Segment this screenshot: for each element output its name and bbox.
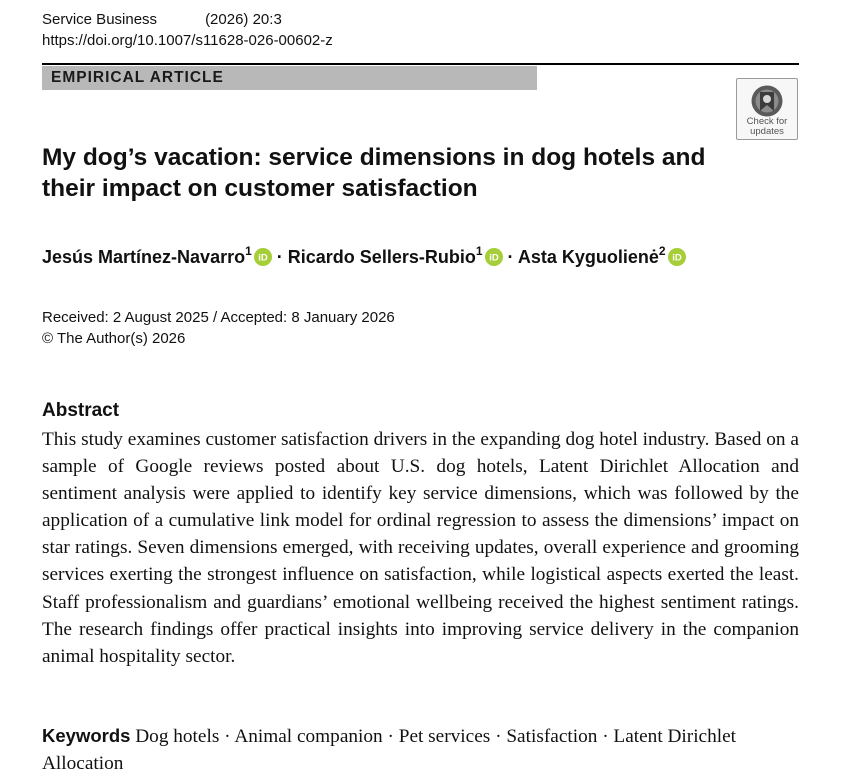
check-for-updates-label: Check for updates	[746, 116, 788, 137]
journal-citation	[42, 10, 282, 30]
author-separator: ·	[271, 247, 288, 267]
orcid-icon[interactable]	[668, 248, 686, 266]
svg-text:iD: iD	[488, 252, 499, 264]
author-name[interactable]: Ricardo Sellers-Rubio	[287, 247, 476, 267]
author-name[interactable]: Asta Kyguolienė	[517, 247, 659, 267]
check-for-updates-button[interactable]	[736, 78, 798, 140]
keywords-list: Dog hotels · Animal companion · Pet services · Satisfaction · Latent Dirichlet Allocation	[42, 726, 737, 775]
orcid-icon[interactable]	[485, 248, 503, 266]
doi-link[interactable]: https://doi.org/10.1007/s11628-026-00602-z	[42, 32, 333, 49]
header-rule	[42, 63, 799, 65]
article-type: EMPIRICAL ARTICLE	[51, 69, 224, 86]
received-accepted-dates: Received: 2 August 2025 / Accepted: 8 January 2026	[42, 309, 395, 326]
copyright-line: © The Author(s) 2026	[42, 330, 186, 347]
title-line-1: My dog’s vacation: service dimensions in dog hotels and	[42, 144, 706, 171]
check-for-updates-icon	[750, 84, 784, 118]
keywords-section	[42, 722, 799, 777]
author-separator: ·	[502, 247, 518, 267]
abstract-heading: Abstract	[42, 400, 120, 421]
author-affiliation: 1	[475, 244, 483, 258]
author-affiliation: 2	[658, 244, 666, 258]
journal-volume: (2026) 20:3	[205, 11, 282, 28]
orcid-icon[interactable]	[254, 248, 272, 266]
author-list	[42, 240, 686, 269]
svg-text:iD: iD	[258, 252, 268, 264]
author-affiliation: 1	[245, 244, 252, 258]
title-line-2: their impact on customer satisfaction	[42, 175, 478, 202]
svg-text:iD: iD	[671, 252, 682, 264]
keywords-heading: Keywords	[42, 725, 131, 746]
author-name[interactable]: Jesús Martínez-Navarro	[42, 247, 246, 267]
journal-name: Service Business	[42, 11, 158, 28]
article-title	[42, 142, 732, 204]
abstract-text: This study examines customer satisfaction drivers in the expanding dog hotel industry. Based on a sample of Google reviews posted about U.S. dog hotels, Latent Dirichlet Allocation and sentiment analysis were applied to identify key service dimensions, which was followed by the application of a cumulative link model for ordinal regression to assess the dimensions’ impact on star ratings. Seven dimensions emerged, with receiving updates, overall experience and grooming services exerting the strongest influence on satisfaction, while logistical aspects exerted the least. Staff professionalism and guardians’ emotional wellbeing received the highest sentiment ratings. The research findings offer practical insights into improving service delivery in the companion animal hospitality sector.	[42, 429, 799, 667]
